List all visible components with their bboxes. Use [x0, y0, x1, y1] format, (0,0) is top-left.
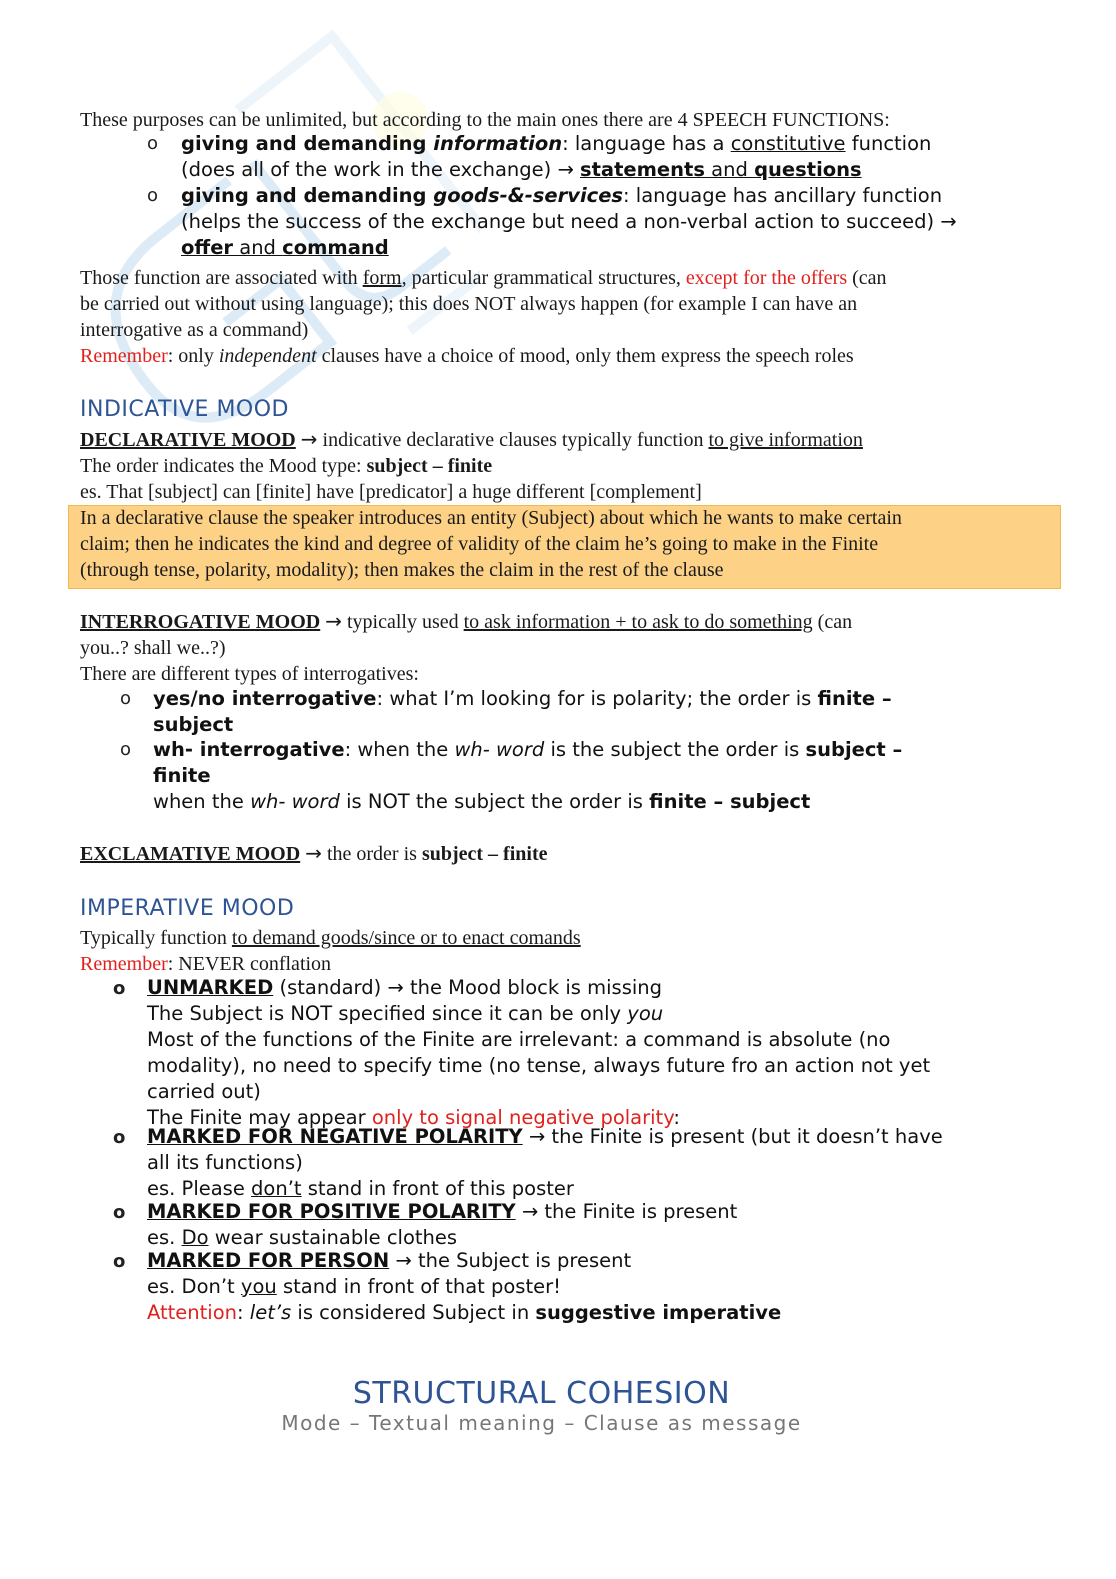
arrow-icon: → — [387, 976, 404, 999]
bullet-marker: o — [147, 185, 159, 206]
arrow-icon: → — [300, 427, 318, 451]
bullet-marked-person: MARKED FOR PERSON → the Subject is present es. Don’t you stand in front of that poster! Attention: let’s is considered Subject in suggestive imperative — [147, 1249, 782, 1324]
interrogative-section: INTERROGATIVE MOOD → typically used to ask information + to ask to do something (can you..? shall we..?) There are different types of interrogatives: — [80, 609, 853, 685]
heading-indicative-mood: INDICATIVE MOOD — [80, 397, 290, 422]
bullet-marker: o — [120, 739, 132, 760]
arrow-icon: → — [395, 1249, 412, 1272]
highlight-box-text: In a declarative clause the speaker introduces an entity (Subject) about which he wants to make certain claim; then he indicates the kind and degree of validity of the claim he’s going to make in the Finite (through tense, polarity, modality); then makes the claim in the rest of the clause — [80, 507, 902, 581]
bullet-marker: o — [113, 1251, 126, 1272]
bullet-marker: o — [113, 978, 126, 999]
bullet-giving-demanding-information: giving and demanding information: language has a constitutive function (does all of the work in the exchange) → statements and questions — [181, 132, 932, 181]
heading-imperative-mood: IMPERATIVE MOOD — [80, 896, 295, 921]
form-paragraph: Those function are associated with form, particular grammatical structures, except for the offers (can be carried out without using language); this does NOT always happen (for example I can have an interrogative as a command) Remember: only independent clauses have a choice of mood, only them express the speech roles — [80, 267, 887, 367]
bullet-marked-positive: MARKED FOR POSITIVE POLARITY → the Finite is present es. Do wear sustainable clothes — [147, 1200, 738, 1249]
bullet-giving-demanding-goods: giving and demanding goods-&-services: language has ancillary function (helps the success of the exchange but need a non-verbal action to succeed) → offer and command — [181, 184, 957, 259]
bullet-wh-interrogative: wh- interrogative: when the wh- word is the subject the order is subject – finite when the wh- word is NOT the subject the order is finite – subject — [153, 738, 903, 813]
section-title: STRUCTURAL COHESION — [352, 1376, 731, 1411]
bullet-marker: o — [120, 688, 132, 709]
arrow-icon: → — [940, 210, 957, 233]
arrow-icon: → — [557, 158, 574, 181]
bullet-yes-no-interrogative: yes/no interrogative: what I’m looking for is polarity; the order is finite – subject — [153, 687, 892, 736]
arrow-icon: → — [528, 1125, 546, 1148]
arrow-icon: → — [325, 609, 342, 633]
section-subtitle: Mode – Textual meaning – Clause as message — [281, 1411, 802, 1435]
bullet-marker: o — [113, 1202, 126, 1223]
bullet-unmarked: UNMARKED (standard) → the Mood block is missing The Subject is NOT specified since it can be only you Most of the functions of the Finite are irrelevant: a command is absolute (no modality), no need to specify time (no tense, always future fro an action not yet carried out) The Finite may appear only to signal negative polarity: — [147, 976, 931, 1129]
intro-paragraph: These purposes can be unlimited, but according to the main ones there are 4 SPEECH FUNCTIONS: — [80, 109, 890, 131]
arrow-icon: → — [305, 841, 322, 865]
bullet-marker: o — [113, 1127, 126, 1148]
imperative-intro: Typically function to demand goods/since or to enact comands Remember: NEVER conflation — [80, 927, 581, 975]
exclamative-section: EXCLAMATIVE MOOD → the order is subject – finite — [80, 841, 548, 865]
bullet-marked-negative: MARKED FOR NEGATIVE POLARITY → the Finite is present (but it doesn’t have all its functions) es. Please don’t stand in front of this poster — [147, 1125, 943, 1200]
arrow-icon: → — [521, 1200, 539, 1223]
declarative-section: DECLARATIVE MOOD → indicative declarative clauses typically function to give information The order indicates the Mood type: subject – finite es. That [subject] can [finite] have [predicator] a huge different [complement] — [80, 427, 863, 503]
bullet-marker: o — [147, 133, 159, 154]
